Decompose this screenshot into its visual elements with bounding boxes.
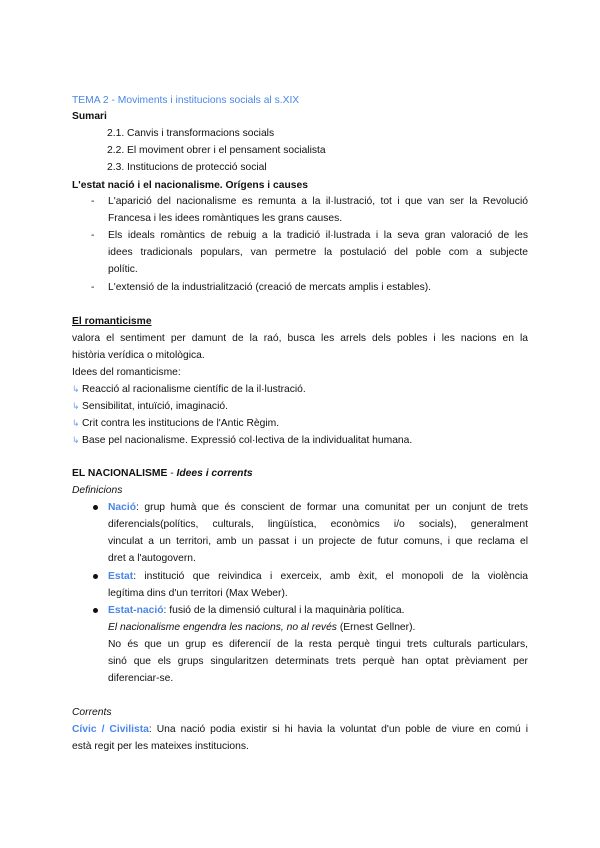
origins-item-line: L'aparició del nacionalisme es remunta a la il·lustració, tot i que van ser la Revolució <box>108 196 528 207</box>
nacio-line-1 <box>108 499 528 516</box>
gellner-quote: El nacionalisme engendra les nacions, no al revés <box>108 622 337 633</box>
dash-marker: - <box>91 230 95 241</box>
idea-item: Base pel nacionalisme. Expressió col·lectiva de la individualitat humana. <box>82 435 413 446</box>
nacio-line: diferencials(polítics, culturals, lingüística, econòmics i/o socials), generalment <box>108 519 528 530</box>
civic-def: : Una nació podia existir si hi havia la voluntat d'un poble de viure en comú i <box>148 724 528 735</box>
arrow-icon: ↳ <box>72 401 80 411</box>
ideas-label: Idees del romanticisme: <box>72 367 181 378</box>
summary-item: 2.3. Institucions de protecció social <box>107 162 267 173</box>
bullet-dot <box>93 608 98 613</box>
civic-line: està regit per les mateixes institucions. <box>72 741 249 752</box>
civic-term: Cívic / Civilista <box>72 724 149 735</box>
romanticism-heading: El romanticisme <box>72 316 152 327</box>
idea-item: Reacció al racionalisme científic de la il·lustració. <box>82 384 306 395</box>
origins-heading: L'estat nació i el nacionalisme. Orígens i causes <box>72 180 308 191</box>
estat-nacio-def: : fusió de la dimensió cultural i la maquinària política. <box>163 605 405 616</box>
arrow-icon: ↳ <box>72 435 80 445</box>
estat-line: legítima dins d'un territori (Max Weber). <box>108 588 288 599</box>
nacio-term: Nació <box>108 502 137 513</box>
nationalism-heading: EL NACIONALISME <box>72 468 168 479</box>
estat-nacio-line-1 <box>108 602 404 619</box>
bullet-dot <box>93 505 98 510</box>
idea-item: Sensibilitat, intuïció, imaginació. <box>82 401 228 412</box>
civic-line-1 <box>72 721 528 738</box>
summary-item: 2.1. Canvis i transformacions socials <box>107 128 275 139</box>
origins-item-line: L'extensió de la industrialització (creació de mercats amplis i estables). <box>108 282 432 293</box>
estat-nacio-line: No és que un grup es diferencií de la resta perquè tingui trets culturals particulars, <box>108 639 528 650</box>
arrow-icon: ↳ <box>72 418 80 428</box>
nacio-line: vinculat a un territori, amb un passat i un projecte de futur comuns, i que reclama el <box>108 536 528 547</box>
idea-item: Crit contra les institucions de l'Antic Règim. <box>82 418 280 429</box>
estat-term: Estat <box>108 571 134 582</box>
nacio-def: : grup humà que és conscient de formar una comunitat per un conjunt de trets <box>136 502 528 513</box>
nacio-line: dret a l'autogovern. <box>108 553 196 564</box>
estat-nacio-line: diferenciar-se. <box>108 673 174 684</box>
estat-line-1 <box>108 568 528 585</box>
definitions-label: Definicions <box>72 485 123 496</box>
heading-separator: - <box>167 468 177 479</box>
arrow-icon: ↳ <box>72 384 80 394</box>
estat-nacio-line: sinó que els grups singularitzen determinats trets perquè han optat prèviament per <box>108 656 528 667</box>
estat-def: : institució que reivindica i exerceix, amb èxit, el monopoli de la violència <box>133 571 528 582</box>
summary-item: 2.2. El moviment obrer i el pensament socialista <box>107 145 326 156</box>
estat-nacio-term: Estat-nació <box>108 605 164 616</box>
topic-title: TEMA 2 - Moviments i institucions socials al s.XIX <box>72 95 300 106</box>
romanticism-definition-line: història verídica o mitològica. <box>72 350 205 361</box>
nationalism-heading-row <box>72 465 253 482</box>
summary-heading: Sumari <box>72 111 107 122</box>
origins-item-line: Francesa i les idees romàntiques les grans causes. <box>108 213 343 224</box>
bullet-dot <box>93 574 98 579</box>
nationalism-heading-italic: Idees i corrents <box>176 468 253 479</box>
origins-item-line: Els ideals romàntics de rebuig a la tradició il·lustrada i la seva gran valoració de les <box>108 230 528 241</box>
dash-marker: - <box>91 196 95 207</box>
romanticism-definition-line: valora el sentiment per damunt de la raó, busca les arrels dels pobles i les nacions en la <box>72 333 528 344</box>
origins-item-line: polític. <box>108 264 138 275</box>
dash-marker: - <box>91 282 95 293</box>
estat-nacio-quote-line <box>108 619 415 636</box>
origins-item-line: idees tradicionals populars, van permetre la postulació del poble com a subjecte <box>108 247 528 258</box>
currents-label: Corrents <box>72 707 112 718</box>
gellner-author: (Ernest Gellner). <box>336 622 416 633</box>
